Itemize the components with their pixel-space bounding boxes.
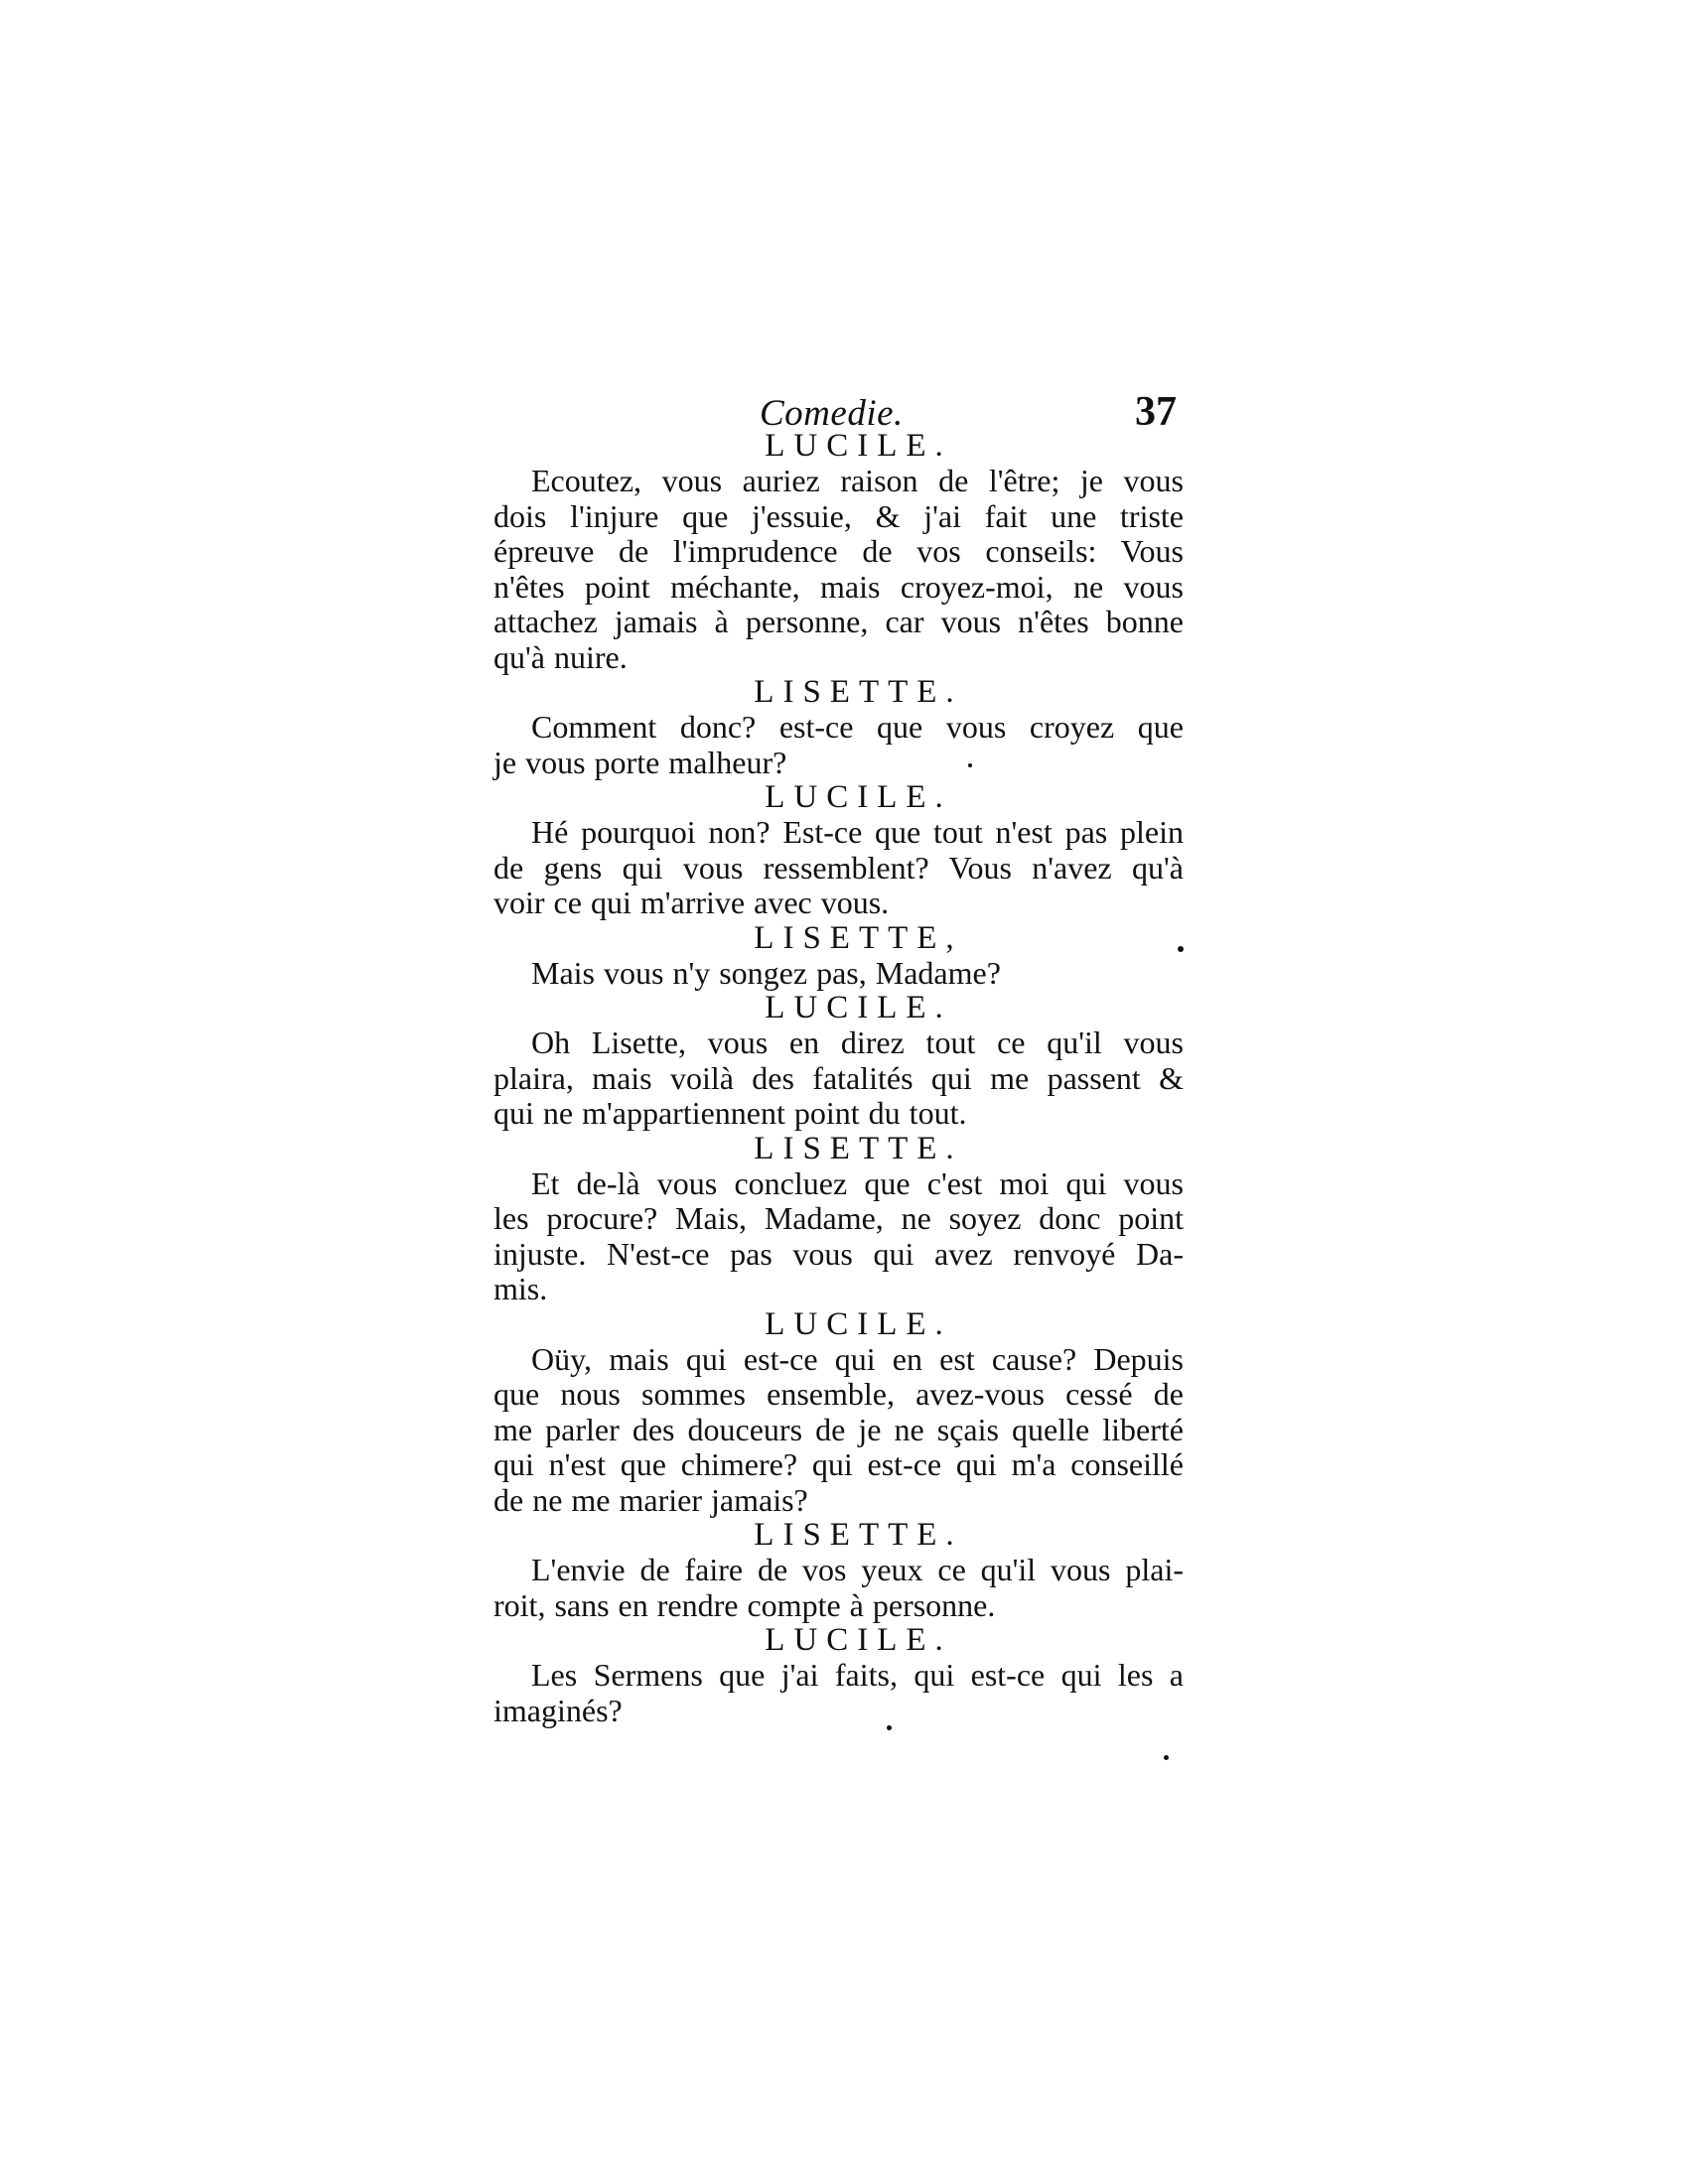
text-line: épreuve de l'imprudence de vos conseils: Vous: [493, 533, 1184, 569]
speech-paragraph: [493, 710, 1184, 780]
speech-paragraph: [493, 1166, 1184, 1307]
speaker-name: LISETTE.: [754, 674, 963, 710]
speech-paragraph: [493, 1553, 1184, 1623]
speech-paragraph: [493, 815, 1184, 921]
text-line: qu'à nuire.: [493, 638, 628, 675]
text-line: Oh Lisette, vous en direz tout ce qu'il vous: [531, 1024, 1184, 1060]
text-line: Ecoutez, vous auriez raison de l'être; je vous: [531, 463, 1184, 498]
speaker-name: LUCILE.: [765, 1305, 952, 1342]
text-line: Mais vous n'y songez pas, Madame?: [531, 954, 1001, 991]
speaker-name: LUCILE.: [765, 990, 952, 1025]
dialogue-text: [493, 429, 1184, 1728]
text-line: Oüy, mais qui est-ce qui en est cause? Depuis: [531, 1340, 1184, 1377]
text-line: mis.: [493, 1271, 548, 1306]
text-line: n'êtes point méchante, mais croyez-moi, ne vous: [493, 568, 1184, 605]
text-line: les procure? Mais, Madame, ne soyez donc point: [493, 1200, 1184, 1236]
speech-paragraph: [493, 1342, 1184, 1519]
text-line: qui n'est que chimere? qui est-ce qui m'a conseillé: [493, 1446, 1184, 1482]
text-line: L'envie de faire de vos yeux ce qu'il vous plai-: [531, 1552, 1184, 1587]
text-line: Et de-là vous concluez que c'est moi qui vous: [531, 1164, 1184, 1201]
text-line: de gens qui vous ressemblent? Vous n'avez qu'à: [493, 849, 1184, 886]
speech-paragraph: [493, 956, 1184, 992]
running-title: Comedie.: [760, 393, 904, 434]
text-line: imaginés?: [493, 1692, 623, 1728]
speech-paragraph: [493, 1658, 1184, 1728]
text-line: dois l'injure que j'essuie, & j'ai fait une triste: [493, 497, 1184, 534]
speech-paragraph: [493, 464, 1184, 675]
speaker-name: LISETTE.: [754, 1517, 963, 1553]
ink-speck: [968, 763, 972, 767]
text-line: je vous porte malheur?: [493, 744, 787, 780]
text-line: Comment donc? est-ce que vous croyez que: [531, 709, 1184, 745]
text-line: que nous sommes ensemble, avez-vous cessé de: [493, 1376, 1184, 1412]
speaker-name: LUCILE.: [765, 779, 952, 815]
page-number: 37: [1135, 389, 1177, 435]
text-line: injuste. N'est-ce pas vous qui avez renvoyé Da-: [493, 1235, 1184, 1272]
text-line: de ne me marier jamais?: [493, 1481, 808, 1518]
text-line: me parler des douceurs de je ne sçais quelle liberté: [493, 1411, 1184, 1447]
text-line: voir ce qui m'arrive avec vous.: [493, 885, 890, 920]
text-line: Hé pourquoi non? Est-ce que tout n'est pas plein: [531, 814, 1184, 850]
speech-paragraph: [493, 1025, 1184, 1132]
text-line: plaira, mais voilà des fatalités qui me passent &: [493, 1059, 1184, 1096]
speaker-name: LUCILE.: [765, 1622, 952, 1658]
speaker-name: LUCILE.: [765, 428, 952, 464]
text-line: qui ne m'appartiennent point du tout.: [493, 1095, 967, 1131]
ink-speck: [1178, 946, 1184, 952]
text-line: Les Sermens que j'ai faits, qui est-ce qui les a: [531, 1657, 1184, 1693]
text-line: roit, sans en rendre compte à personne.: [493, 1586, 996, 1623]
ink-speck: [887, 1725, 892, 1730]
ink-speck: [1164, 1755, 1169, 1760]
speaker-name: LISETTE.: [754, 1130, 963, 1166]
text-line: attachez jamais à personne, car vous n'êtes bonne: [493, 604, 1184, 639]
speaker-name: LISETTE,: [754, 919, 963, 956]
